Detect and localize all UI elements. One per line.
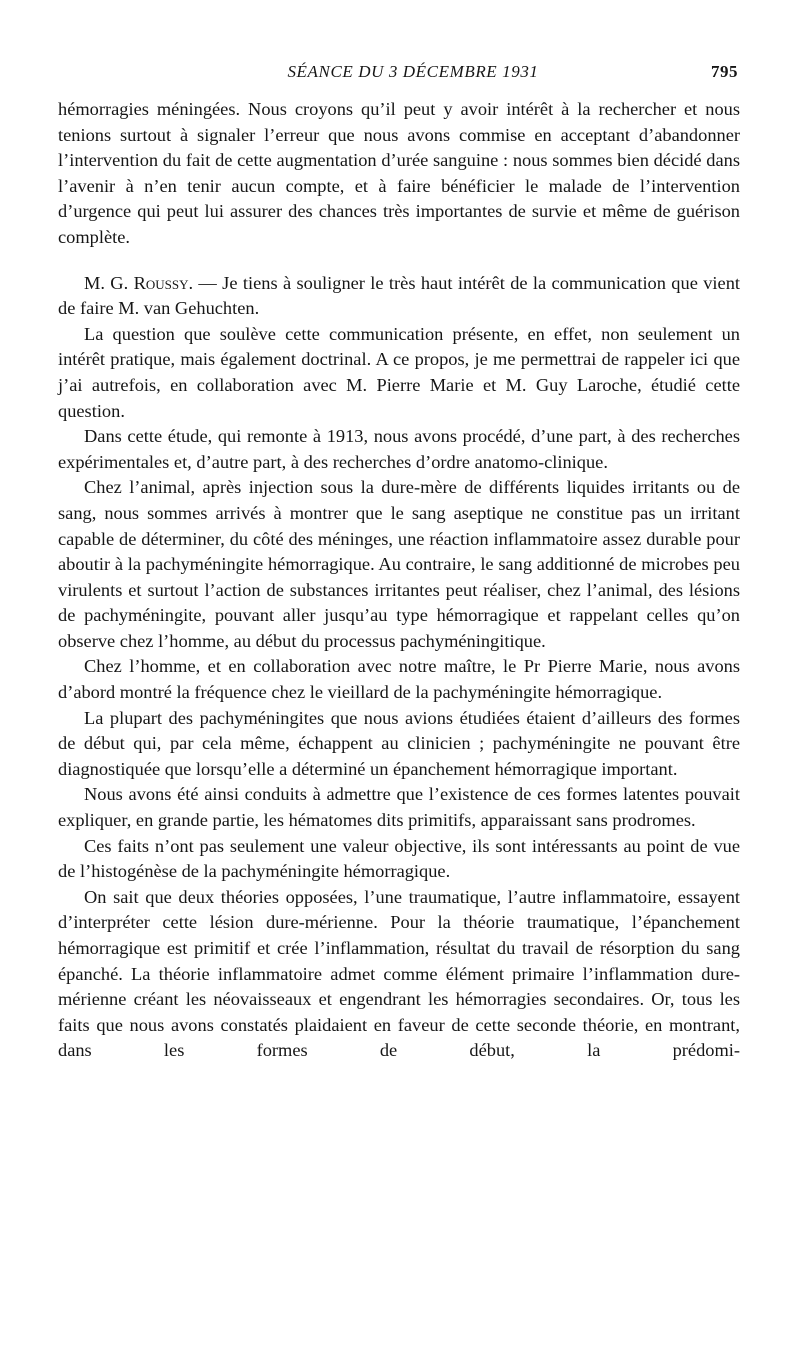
body-text bbox=[58, 97, 740, 1064]
speaker-name: Roussy bbox=[133, 272, 189, 293]
paragraph: Chez l’animal, après injection sous la dure-mère de différents liquides irritants ou de sang, nous sommes arrivés à montrer que le sang aseptique ne constitue pas un irritant capable de déterminer, du côté des méninges, une réaction inflammatoire assez durable pour aboutir à la pachyméningite hémorragique. Au contraire, le sang additionné de microbes peu virulents et surtout l’action de substances irritantes peut réaliser, chez l’animal, des lésions de pachyméningite, pouvant aller jusqu’au type hémorragique et rappelant celles qu’on observe chez l’homme, au début du processus pachyméningitique. bbox=[58, 477, 740, 651]
paragraph-speaker bbox=[58, 271, 740, 322]
paragraph-continuation: hémorragies méningées. Nous croyons qu’il peut y avoir intérêt à la rechercher et nous tenions surtout à signaler l’erreur que nous avons commise en acceptant d’abandonner l’intervention du fait de cette augmentation d’urée sanguine : nous sommes bien décidé dans l’avenir à n’en tenir aucun compte, et à faire bénéficier le malade de l’intervention d’urgence qui peut lui assurer des chances très importantes de survie et même de guérison complète. bbox=[58, 99, 740, 247]
paragraph: Dans cette étude, qui remonte à 1913, nous avons procédé, d’une part, à des recherches expérimentales et, d’autre part, à des recherches d’ordre anatomo-clinique. bbox=[58, 426, 740, 472]
paragraph: La plupart des pachyméningites que nous avions étudiées étaient d’ailleurs des formes de début qui, par cela même, échappent au clinicien ; pachyméningite ne pouvant être diagnostiquée que lorsqu’elle a déterminé un épanchement hémorragique important. bbox=[58, 707, 740, 779]
paragraph: La question que soulève cette communication présente, en effet, non seulement un intérêt pratique, mais également doctrinal. A ce propos, je me permettrai de rappeler ici que j’ai autrefois, en collaboration avec M. Pierre Marie et M. Guy Laroche, étudié cette question. bbox=[58, 323, 740, 421]
paragraph: Chez l’homme, et en collaboration avec notre maître, le Pr Pierre Marie, nous avons d’abord montré la fréquence chez le vieillard de la pachyméningite hémorragique. bbox=[58, 656, 740, 703]
running-head: SÉANCE DU 3 DÉCEMBRE 1931 bbox=[287, 62, 539, 81]
page-number: 795 bbox=[711, 62, 738, 81]
page-header bbox=[88, 62, 738, 88]
paragraph: Ces faits n’ont pas seulement une valeur objective, ils sont intéressants au point de vue de l’histogénèse de la pachyméningite hémorragique. bbox=[58, 835, 740, 882]
paragraph: Nous avons été ainsi conduits à admettre que l’existence de ces formes latentes pouvait expliquer, en grande partie, les hématomes dits primitifs, apparaissant sans prodromes. bbox=[58, 784, 740, 831]
paragraph-continues: On sait que deux théories opposées, l’une traumatique, l’autre inflammatoire, essayent d’interpréter cette lésion dure-mérienne. Pour la théorie traumatique, l’épanchement hémorragique est primitif et crée l’inflammation, résultat du travail de résorption du sang épanché. La théorie inflammatoire admet comme élément primaire l’inflammation dure-mérienne créant les néovaisseaux et engendrant les hémorragies secondaires. Or, tous les faits que nous avons constatés plaidaient en faveur de cette seconde théorie, en montrant, dans les formes de début, la prédomi- bbox=[58, 886, 740, 1061]
speaker-text: . — Je tiens à souligner le très haut intérêt de la communication que vient de faire M. van Gehuchten. bbox=[58, 272, 740, 319]
speaker-prefix: M. G. bbox=[84, 272, 134, 293]
